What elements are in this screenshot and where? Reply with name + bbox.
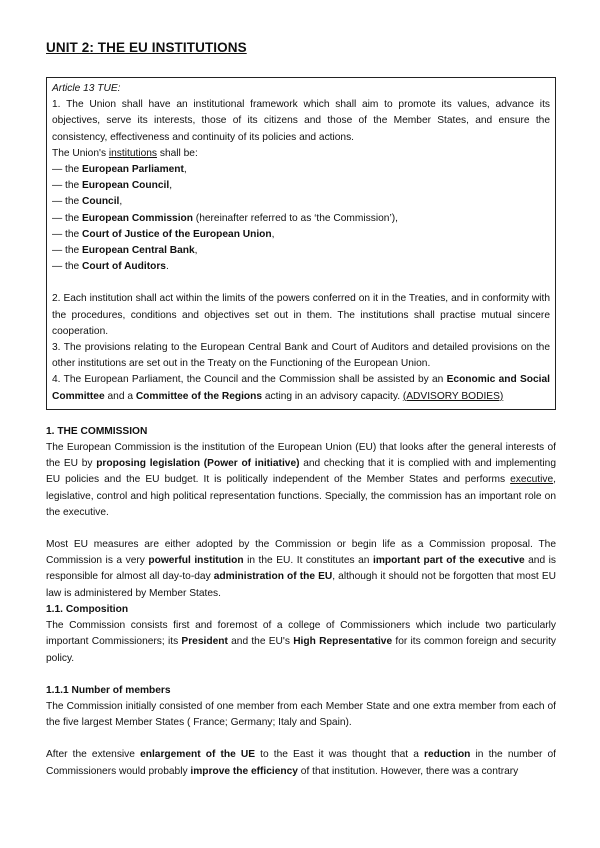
document-page [46,40,556,780]
item-dash: — the [52,261,83,273]
section-heading-number-of-members: 1.1.1 Number of members [46,684,171,696]
bold-run: Economic and Social Committee [52,374,550,402]
item-dash: — the [52,212,83,224]
article-paragraph-2: 2. Each institution shall act within the limits of the powers conferred on it in the Treaties, and in conformity with the procedures, conditions and objectives set out in them. The institutions shall practise mutual sincere cooperation. [52,293,550,337]
institution-item-court-of-auditors [52,259,550,275]
text-run: in the number of Commissioners would probably [46,749,556,777]
spacer [52,275,550,291]
institution-item-european-council [52,178,550,194]
bold-run: enlargement of the UE [140,749,256,761]
intro-text-end: shall be: [157,147,198,159]
item-dash: — the [52,164,83,176]
bold-run: powerful institution [148,555,244,567]
text-run: of that institution. However, there was a contrary [297,765,519,777]
article-13-box [46,77,556,410]
item-dash: — the [52,196,83,208]
text-run: , although it should not be forgotten that most EU law is administered by Member States. [46,571,556,599]
members-paragraph-2 [46,747,556,779]
text-run: in the EU. It constitutes an [243,555,373,567]
composition-paragraph [46,618,556,667]
item-suffix: , [169,180,173,192]
item-suffix: , [183,164,187,176]
institutions-word: institutions [108,147,158,159]
item-name: European Commission [82,212,193,224]
commission-paragraph-1 [46,440,556,521]
commission-section [46,424,556,780]
article-paragraph-4 [52,372,550,404]
bold-run: Committee of the Regions [135,390,263,402]
bold-run: High Representative [293,636,393,648]
spacer [46,667,556,683]
text-run: and the EU's [227,636,294,648]
article-heading: Article 13 TUE: [52,83,121,94]
item-name: European Council [82,180,170,192]
spacer [46,731,556,747]
commission-paragraph-2 [46,537,556,602]
text-run: for its common foreign and security policy. [46,636,557,664]
text-run: Most EU measures are either adopted by the Commission or begin life as a Commission proposal. The Commission is a very [46,539,556,567]
item-name: Court of Justice of the European Union [82,228,272,240]
institution-item-commission [52,211,550,227]
item-name: Court of Auditors [82,261,166,273]
members-paragraph-1: The Commission initially consisted of one member from each Member State and one extra member from each of the five largest Member States ( France; Germany; Italy and Spain). [46,700,556,729]
spacer [46,521,556,537]
section-heading-commission: 1. THE COMMISSION [46,425,148,437]
text-run: , legislative, control and high political representation functions. Specially, the commission has an important role on the executive. [46,474,556,518]
item-suffix: , [119,196,123,208]
bold-run: President [181,636,228,648]
intro-text: The Union's [52,147,109,159]
article-paragraph-1: 1. The Union shall have an institutional framework which shall aim to promote its values, advance its objectives, serve its interests, those of its citizens and those of the Member States, and ensure the consistency, effectiveness and continuity of its policies and actions. [52,99,550,143]
bold-run: improve the efficiency [190,765,298,777]
text-run: to the East it was thought that a [255,749,424,761]
text-run: and checking that it is complied with and implementing EU policies and the EU budget. It is politically independent of the Member States and performs [46,458,556,486]
institution-item-central-bank [52,243,550,259]
bold-run: important part of the executive [372,555,525,567]
institution-item-council [52,194,550,210]
item-name: Council [82,196,120,208]
section-heading-composition: 1.1. Composition [46,603,129,615]
underline-run: executive [510,474,554,486]
text-run: acting in an advisory capacity. [262,390,403,402]
item-suffix: , [194,245,198,257]
institution-item-court-of-justice [52,227,550,243]
bold-run: reduction [423,749,471,761]
article-paragraph-3: 3. The provisions relating to the European Central Bank and Court of Auditors and detailed provisions on the other institutions are set out in the Treaty on the Functioning of the European Union. [52,342,550,370]
item-suffix: . [165,261,169,273]
text-run: The European Commission is the institution of the European Union (EU) that looks after the general interests of the EU by [46,442,556,470]
advisory-bodies-note: (ADVISORY BODIES) [402,390,504,402]
bold-run: proposing legislation (Power of initiative) [96,458,300,470]
text-run: After the extensive [46,749,141,761]
text-run: The Commission consists first and foremost of a college of Commissioners which include two particularly important Commissioners; its [46,620,556,648]
item-name: European Central Bank [82,245,195,257]
item-dash: — the [52,228,83,240]
institutions-intro [52,146,550,162]
text-run: 4. The European Parliament, the Council and the Commission shall be assisted by an [52,374,447,386]
text-run: and is responsible for almost all day-to-day [46,555,556,583]
bold-run: administration of the EU [213,571,333,583]
item-dash: — the [52,180,83,192]
text-run: and a [104,390,136,402]
institution-item-parliament [52,162,550,178]
item-suffix: (hereinafter referred to as ‘the Commission’), [192,212,398,224]
item-name: European Parliament [82,164,184,176]
item-suffix: , [271,228,275,240]
unit-title: UNIT 2: THE EU INSTITUTIONS [46,40,247,55]
item-dash: — the [52,245,83,257]
